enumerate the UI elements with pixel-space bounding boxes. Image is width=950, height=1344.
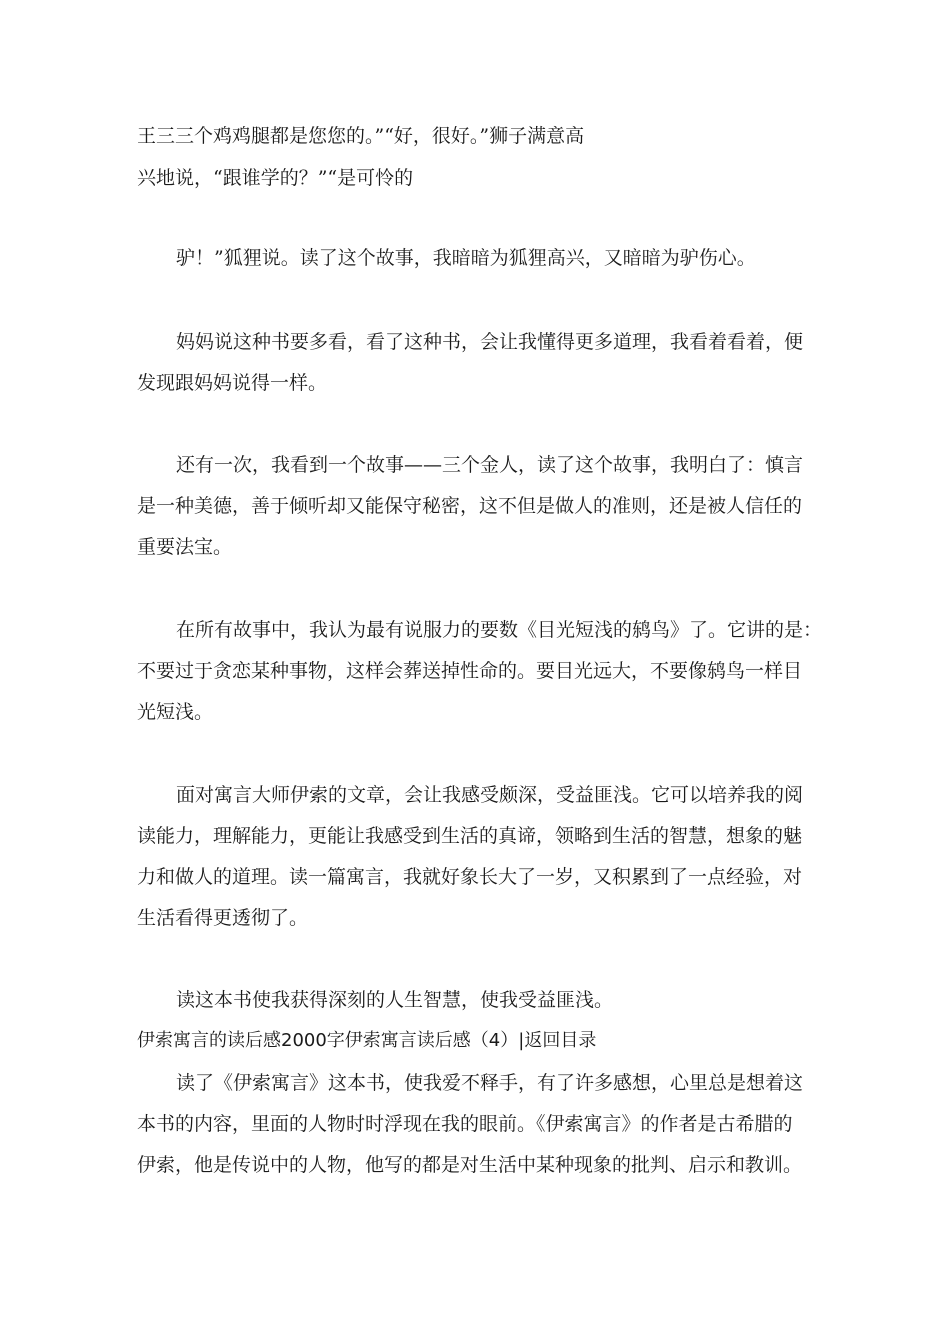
text-line: 光短浅。: [137, 701, 214, 723]
text-line: 重要法宝。: [137, 536, 233, 558]
paragraph-first-line: 妈妈说这种书要多看，看了这种书，会让我懂得更多道理，我看着看着，便: [176, 331, 804, 353]
paragraph-first-line: 驴！”狐狸说。读了这个故事，我暗暗为狐狸高兴，又暗暗为驴伤心。: [176, 247, 756, 269]
text-line: 不要过于贪恋某种事物，这样会葬送掉性命的。要目光远大，不要像鸫鸟一样目: [137, 660, 803, 682]
paragraph-first-line: 在所有故事中，我认为最有说服力的要数《目光短浅的鸫鸟》了。它讲的是：: [176, 619, 823, 641]
paragraph-first-line: 读了《伊索寓言》这本书，使我爱不释手，有了许多感想，心里总是想着这: [176, 1072, 804, 1094]
text-line: 生活看得更透彻了。: [137, 907, 309, 929]
text-line: 发现跟妈妈说得一样。: [137, 372, 328, 394]
text-line: 力和做人的道理。读一篇寓言，我就好象长大了一岁，又积累到了一点经验，对: [137, 866, 803, 888]
text-line: 伊索，他是传说中的人物，他写的都是对生活中某种现象的批判、启示和教训。: [137, 1154, 803, 1176]
paragraph-first-line: 读这本书使我获得深刻的人生智慧，使我受益匪浅。: [176, 989, 614, 1011]
paragraph-first-line: 面对寓言大师伊索的文章，会让我感受颇深，受益匪浅。它可以培养我的阅: [176, 784, 804, 806]
text-line: 是一种美德，善于倾听却又能保守秘密，这不但是做人的准则，还是被人信任的: [137, 495, 803, 517]
text-line: 王三三个鸡鸡腿都是您您的。”“好，很好。”狮子满意高: [137, 125, 585, 147]
text-line: 本书的内容，里面的人物时时浮现在我的眼前。《伊索寓言》的作者是古希腊的: [137, 1113, 793, 1135]
section-heading: 伊索寓言的读后感2000字伊索寓言读后感（4）|返回目录: [137, 1030, 597, 1051]
text-line: 兴地说，“跟谁学的？”“是可怜的: [137, 167, 414, 189]
text-line: 读能力，理解能力，更能让我感受到生活的真谛，领略到生活的智慧，想象的魅: [137, 825, 803, 847]
paragraph-first-line: 还有一次，我看到一个故事——三个金人，读了这个故事，我明白了：慎言: [176, 454, 804, 476]
